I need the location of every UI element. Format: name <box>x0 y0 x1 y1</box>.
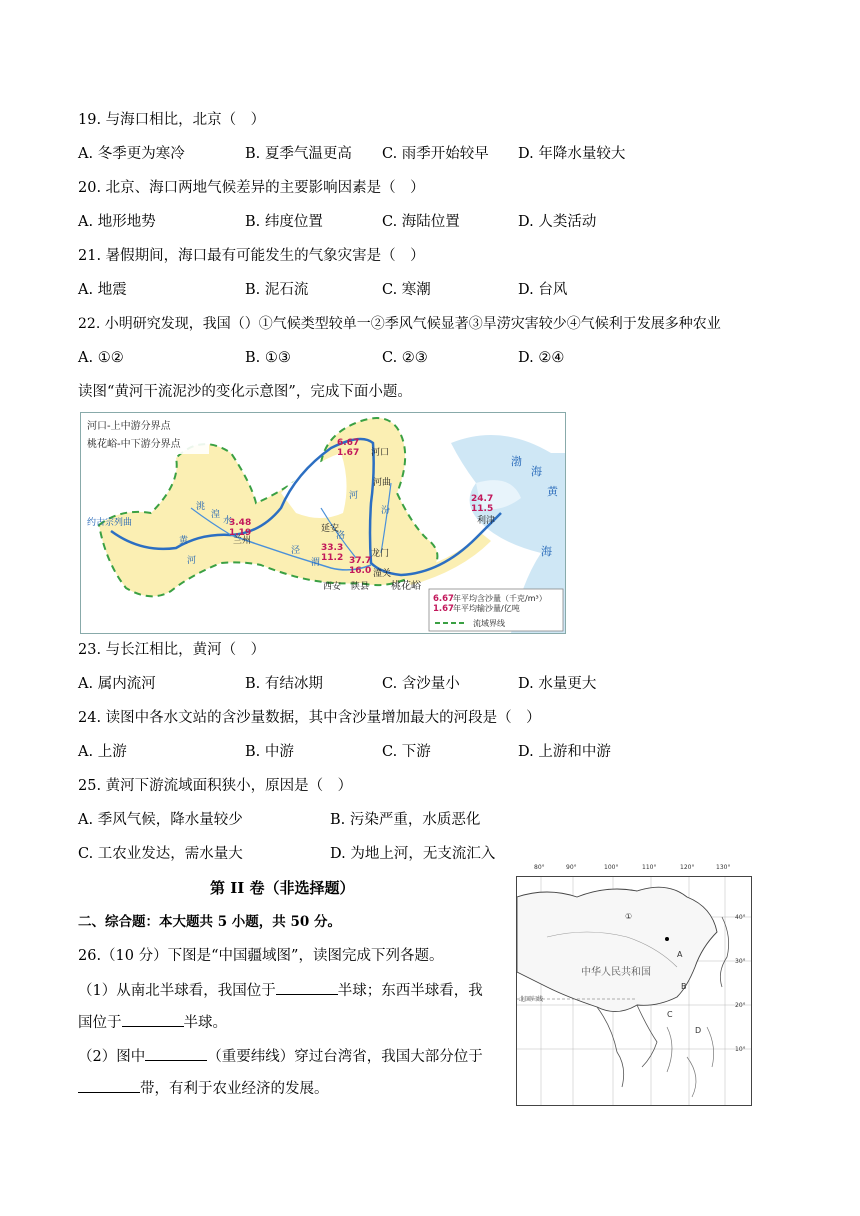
capital-marker <box>665 937 669 941</box>
part2-title: 第 II 卷（非选择题） <box>210 879 355 897</box>
q20-option-c[interactable]: C. 海陆位置 <box>382 214 460 230</box>
tropic-label: 北回归线 <box>519 996 544 1003</box>
q26-p1-text-b: 半球；东西半球看，我 <box>337 983 483 999</box>
q20-stem: 20. 北京、海口两地气候差异的主要影响因素是（ ） <box>78 180 425 196</box>
q19-option-b[interactable]: B. 夏季气温更高 <box>245 146 352 162</box>
q24-option-d[interactable]: D. 上游和中游 <box>518 744 611 760</box>
q26-p1-text-a: （1）从南北半球看，我国位于 <box>78 983 276 999</box>
q26-part1-line2 <box>78 1012 227 1033</box>
legend-taohuayu: 桃花峪-中下游分界点 <box>87 439 181 450</box>
q26-p2-text-c: 带，有利于农业经济的发展。 <box>140 1081 329 1097</box>
legend-boundary: 流域界线 <box>473 619 505 628</box>
place-label: 延安 <box>321 524 340 534</box>
q19-option-a[interactable]: A. 冬季更为寒冷 <box>78 146 185 162</box>
river-char: 黄 <box>179 536 189 546</box>
q25-option-c[interactable]: C. 工农业发达，需水量大 <box>78 846 243 862</box>
q19-stem: 19. 与海口相比，北京（ ） <box>78 112 266 128</box>
river-char: 水 <box>223 516 233 526</box>
q24-option-a[interactable]: A. 上游 <box>78 744 127 760</box>
station-label: 1.67 <box>337 448 360 458</box>
station-label: 37.7 <box>349 556 372 566</box>
lat-label: 40° <box>735 914 746 921</box>
q20-option-a[interactable]: A. 地形地势 <box>78 214 156 230</box>
marker-1: ① <box>625 912 633 921</box>
q21-option-d[interactable]: D. 台风 <box>518 282 568 298</box>
q26-stem: 26.（10 分）下图是“中国疆域图”，读图完成下列各题。 <box>78 948 444 964</box>
q24-stem: 24. 读图中各水文站的含沙量数据，其中含沙量增加最大的河段是（ ） <box>78 710 541 726</box>
q26-p2-text-a: （2）图中 <box>78 1049 146 1065</box>
station-label: 6.67 <box>337 438 360 448</box>
legend-sample-top: 6.67 <box>433 594 454 604</box>
river-char: 洛 <box>336 531 346 541</box>
river-char: 渭 <box>311 558 321 568</box>
q26-blank-4[interactable] <box>78 1078 140 1093</box>
legend-sample-bottom: 1.67 <box>433 604 454 614</box>
q26-p1-text-c: 国位于 <box>78 1015 122 1031</box>
q24-option-c[interactable]: C. 下游 <box>382 744 431 760</box>
place-label: 兰州 <box>233 536 252 546</box>
q20-option-b[interactable]: B. 纬度位置 <box>245 214 323 230</box>
station-label: 11.5 <box>471 504 494 514</box>
q22-option-a[interactable]: A. ①② <box>78 350 124 366</box>
q22-option-d[interactable]: D. ②④ <box>518 350 565 366</box>
legend-sediment-concentration: 年平均含沙量（千克/m³） <box>453 594 547 603</box>
yellow-river-sediment-map <box>80 412 566 634</box>
marker-b: B <box>681 982 687 991</box>
legend-hekou: 河口-上中游分界点 <box>87 421 171 432</box>
q21-stem: 21. 暑假期间，海口最有可能发生的气象灾害是（ ） <box>78 248 425 264</box>
sea-char: 黄 <box>547 485 558 498</box>
q23-option-b[interactable]: B. 有结冰期 <box>245 676 323 692</box>
lon-label: 110° <box>642 864 657 871</box>
part2-section: 二、综合题：本大题共 5 小题，共 50 分。 <box>78 914 341 930</box>
lat-label: 20° <box>735 1002 746 1009</box>
q25-option-d[interactable]: D. 为地上河，无支流汇入 <box>330 846 496 862</box>
station-label: 16.0 <box>349 566 372 576</box>
sea-char: 海 <box>531 465 542 478</box>
lon-label: 120° <box>680 864 695 871</box>
q21-option-a[interactable]: A. 地震 <box>78 282 127 298</box>
q26-part1-line1 <box>78 980 483 1001</box>
river-char: 洮 <box>196 502 206 512</box>
q26-p1-text-d: 半球。 <box>183 1015 227 1031</box>
q23-option-d[interactable]: D. 水量更大 <box>518 676 597 692</box>
place-label: 河口 <box>371 448 390 458</box>
q25-option-a[interactable]: A. 季风气候，降水量较少 <box>78 812 243 828</box>
q23-option-c[interactable]: C. 含沙量小 <box>382 676 460 692</box>
place-label: 约古宗列曲 <box>87 518 133 528</box>
china-map-lon-labels <box>516 864 750 874</box>
map-intro: 读图“黄河干流泥沙的变化示意图”，完成下面小题。 <box>78 384 412 400</box>
river-char: 河 <box>349 491 359 501</box>
lon-label: 100° <box>604 864 619 871</box>
q24-option-b[interactable]: B. 中游 <box>245 744 294 760</box>
place-label: 陕县 <box>351 582 370 592</box>
place-label: 潼关 <box>373 569 392 579</box>
river-char: 湟 <box>211 510 221 520</box>
q19-option-c[interactable]: C. 雨季开始较早 <box>382 146 489 162</box>
q22-stem: 22. 小明研究发现，我国（）①气候类型较单一②季风气候显著③旱涝灾害较少④气候利于发展多种农业 <box>78 316 721 332</box>
q20-option-d[interactable]: D. 人类活动 <box>518 214 597 230</box>
marker-c: C <box>667 1010 673 1019</box>
station-label: 11.2 <box>321 553 344 563</box>
q26-blank-1[interactable] <box>276 980 338 995</box>
lat-label: 10° <box>735 1046 746 1053</box>
river-char: 河 <box>187 556 197 566</box>
river-char: 汾 <box>381 506 391 516</box>
marker-d: D <box>695 1026 702 1035</box>
station-label: 24.7 <box>471 494 494 504</box>
lon-label: 80° <box>534 864 545 871</box>
place-label: 利津 <box>477 516 496 526</box>
q26-blank-2[interactable] <box>122 1012 184 1027</box>
station-label: 1.19 <box>229 528 252 538</box>
lon-label: 130° <box>716 864 731 871</box>
q19-option-d[interactable]: D. 年降水量较大 <box>518 146 626 162</box>
q23-stem: 23. 与长江相比，黄河（ ） <box>78 642 266 658</box>
station-label: 3.48 <box>229 518 252 528</box>
place-label: 龙门 <box>371 549 390 559</box>
sea-char: 渤 <box>511 455 522 468</box>
q25-stem: 25. 黄河下游流域面积狭小，原因是（ ） <box>78 778 353 794</box>
q22-option-b[interactable]: B. ①③ <box>245 350 291 366</box>
river-char: 泾 <box>291 546 301 556</box>
lat-label: 30° <box>735 958 746 965</box>
sea-char: 海 <box>541 545 552 558</box>
q21-option-c[interactable]: C. 寒潮 <box>382 282 431 298</box>
q22-option-c[interactable]: C. ②③ <box>382 350 428 366</box>
q26-blank-3[interactable] <box>145 1046 207 1061</box>
q21-option-b[interactable]: B. 泥石流 <box>245 282 309 298</box>
q25-option-b[interactable]: B. 污染严重，水质恶化 <box>330 812 481 828</box>
china-label: 中华人民共和国 <box>581 967 651 978</box>
marker-a: A <box>677 950 683 959</box>
place-label: 桃花峪 <box>391 581 421 592</box>
place-label: 河曲 <box>373 478 392 488</box>
legend-sediment-load: 年平均输沙量/亿吨 <box>453 604 520 613</box>
q23-option-a[interactable]: A. 属内流河 <box>78 676 156 692</box>
q26-part2-line2 <box>78 1078 329 1099</box>
china-territory-map <box>516 876 752 1106</box>
lon-label: 90° <box>566 864 577 871</box>
place-label: 西安 <box>323 582 342 592</box>
station-label: 33.3 <box>321 543 344 553</box>
q26-part2-line1 <box>78 1046 483 1067</box>
q26-p2-text-b: （重要纬线）穿过台湾省，我国大部分位于 <box>207 1049 483 1065</box>
